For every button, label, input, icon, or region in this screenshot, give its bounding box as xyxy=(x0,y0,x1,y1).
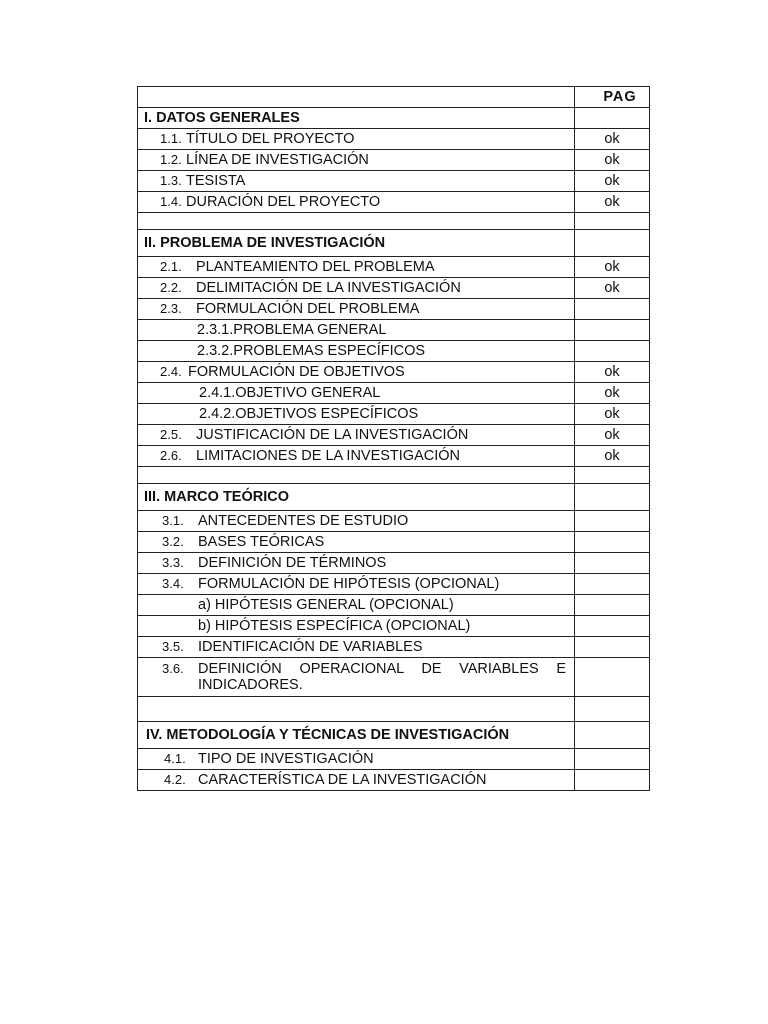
entry-text: DEFINICIÓN OPERACIONAL DE VARIABLES E xyxy=(198,661,566,677)
page-cell: ok xyxy=(575,150,650,171)
header-row xyxy=(138,87,650,108)
toc-entry xyxy=(138,192,575,213)
page-cell: ok xyxy=(575,446,650,467)
empty-cell xyxy=(138,467,575,484)
toc-row xyxy=(138,425,650,446)
toc-entry xyxy=(138,299,575,320)
toc-row xyxy=(138,658,650,697)
toc-entry xyxy=(138,320,575,341)
entry-text: 2.4.1.OBJETIVO GENERAL xyxy=(199,385,381,401)
entry-text: ANTECEDENTES DE ESTUDIO xyxy=(198,513,409,529)
page-cell xyxy=(575,484,650,511)
entry-text: FORMULACIÓN DEL PROBLEMA xyxy=(196,301,420,317)
header-empty-cell xyxy=(138,87,575,108)
entry-number: 1.3. xyxy=(160,173,182,188)
page-cell xyxy=(575,230,650,257)
page-cell: ok xyxy=(575,171,650,192)
entry-text: BASES TEÓRICAS xyxy=(198,534,325,550)
entry-number: 3.3. xyxy=(162,555,184,570)
page-cell: ok xyxy=(575,383,650,404)
page-cell xyxy=(575,511,650,532)
entry-text: LÍNEA DE INVESTIGACIÓN xyxy=(186,152,369,168)
toc-row xyxy=(138,446,650,467)
entry-text: LIMITACIONES DE LA INVESTIGACIÓN xyxy=(196,448,461,464)
toc-row xyxy=(138,749,650,770)
toc-entry xyxy=(138,532,575,553)
entry-number: 1.2. xyxy=(160,152,182,167)
page-cell: ok xyxy=(575,278,650,299)
entry-text: TESISTA xyxy=(186,173,246,189)
toc-entry xyxy=(138,749,575,770)
entry-text: JUSTIFICACIÓN DE LA INVESTIGACIÓN xyxy=(196,427,469,443)
toc-row xyxy=(138,362,650,383)
toc-row xyxy=(138,341,650,362)
toc-row xyxy=(138,257,650,278)
toc-entry xyxy=(138,616,575,637)
toc-entry xyxy=(138,278,575,299)
entry-text: PLANTEAMIENTO DEL PROBLEMA xyxy=(196,259,435,275)
entry-number: 2.2. xyxy=(160,280,182,295)
page-cell xyxy=(575,574,650,595)
entry-text: DURACIÓN DEL PROYECTO xyxy=(186,194,381,210)
spacer-row xyxy=(138,467,650,484)
spacer-row xyxy=(138,697,650,722)
entry-number: 4.1. xyxy=(164,751,186,766)
page-cell: ok xyxy=(575,404,650,425)
section-heading xyxy=(138,108,650,129)
page-cell xyxy=(575,532,650,553)
page-cell: ok xyxy=(575,192,650,213)
toc-entry xyxy=(138,150,575,171)
entry-text: 2.4.2.OBJETIVOS ESPECÍFICOS xyxy=(199,406,419,422)
toc-row xyxy=(138,770,650,791)
section-title: III. MARCO TEÓRICO xyxy=(138,484,575,511)
toc-entry xyxy=(138,637,575,658)
entry-number: 3.5. xyxy=(162,639,184,654)
entry-text: CARACTERÍSTICA DE LA INVESTIGACIÓN xyxy=(198,772,487,788)
toc-entry xyxy=(138,341,575,362)
toc-row xyxy=(138,637,650,658)
toc-entry xyxy=(138,446,575,467)
page-cell xyxy=(575,749,650,770)
empty-cell xyxy=(575,213,650,230)
pag-column-header: PAG xyxy=(575,87,650,108)
toc-entry xyxy=(138,171,575,192)
toc-row xyxy=(138,532,650,553)
page-cell xyxy=(575,722,650,749)
toc-row xyxy=(138,383,650,404)
toc-entry xyxy=(138,658,575,697)
entry-number: 2.3. xyxy=(160,301,182,316)
entry-number: 2.1. xyxy=(160,259,182,274)
entry-text: FORMULACIÓN DE HIPÓTESIS (OPCIONAL) xyxy=(198,576,500,592)
toc-row xyxy=(138,553,650,574)
page-cell xyxy=(575,658,650,697)
toc-entry xyxy=(138,425,575,446)
empty-cell xyxy=(575,467,650,484)
page-cell xyxy=(575,553,650,574)
entry-number: 1.4. xyxy=(160,194,182,209)
toc-entry xyxy=(138,595,575,616)
page-cell: ok xyxy=(575,362,650,383)
toc-row xyxy=(138,511,650,532)
section-title: II. PROBLEMA DE INVESTIGACIÓN xyxy=(138,230,575,257)
toc-entry xyxy=(138,770,575,791)
page-cell xyxy=(575,299,650,320)
entry-text: IDENTIFICACIÓN DE VARIABLES xyxy=(198,639,423,655)
entry-number: 3.2. xyxy=(162,534,184,549)
toc-row xyxy=(138,278,650,299)
toc-entry xyxy=(138,553,575,574)
entry-text: TIPO DE INVESTIGACIÓN xyxy=(198,751,374,767)
entry-text: b) HIPÓTESIS ESPECÍFICA (OPCIONAL) xyxy=(198,618,471,634)
entry-text: DELIMITACIÓN DE LA INVESTIGACIÓN xyxy=(196,280,461,296)
entry-text-continued: INDICADORES. xyxy=(198,677,303,693)
page-cell xyxy=(575,595,650,616)
section-title: IV. METODOLOGÍA Y TÉCNICAS DE INVESTIGACIÓN xyxy=(138,722,575,749)
toc-entry xyxy=(138,362,575,383)
entry-text: DEFINICIÓN DE TÉRMINOS xyxy=(198,555,387,571)
page-cell: ok xyxy=(575,425,650,446)
entry-text: TÍTULO DEL PROYECTO xyxy=(186,131,355,147)
entry-number: 3.4. xyxy=(162,576,184,591)
toc-entry xyxy=(138,511,575,532)
section-heading xyxy=(138,484,650,511)
toc-entry xyxy=(138,404,575,425)
spacer-row xyxy=(138,213,650,230)
page-cell xyxy=(575,108,650,129)
entry-number: 2.4. xyxy=(160,364,182,379)
section-heading xyxy=(138,722,650,749)
toc-entry xyxy=(138,383,575,404)
page-cell xyxy=(575,341,650,362)
entry-text: FORMULACIÓN DE OBJETIVOS xyxy=(188,364,405,380)
entry-number: 3.6. xyxy=(162,661,184,676)
entry-text: 2.3.2.PROBLEMAS ESPECÍFICOS xyxy=(197,343,426,359)
entry-number: 1.1. xyxy=(160,131,182,146)
empty-cell xyxy=(575,697,650,722)
toc-entry xyxy=(138,129,575,150)
page-cell xyxy=(575,616,650,637)
entry-number: 3.1. xyxy=(162,513,184,528)
toc-row xyxy=(138,299,650,320)
toc-row xyxy=(138,171,650,192)
toc-row xyxy=(138,404,650,425)
table-of-contents xyxy=(137,86,650,791)
entry-text: a) HIPÓTESIS GENERAL (OPCIONAL) xyxy=(198,597,454,613)
section-heading xyxy=(138,230,650,257)
section-title: I. DATOS GENERALES xyxy=(138,108,575,129)
entry-number: 2.5. xyxy=(160,427,182,442)
page-cell xyxy=(575,637,650,658)
toc-row xyxy=(138,320,650,341)
toc-row xyxy=(138,574,650,595)
page-cell xyxy=(575,320,650,341)
toc-row xyxy=(138,595,650,616)
toc-entry xyxy=(138,574,575,595)
toc-row xyxy=(138,192,650,213)
toc-row xyxy=(138,616,650,637)
empty-cell xyxy=(138,697,575,722)
toc-row xyxy=(138,129,650,150)
page-cell: ok xyxy=(575,257,650,278)
toc-entry xyxy=(138,257,575,278)
entry-number: 2.6. xyxy=(160,448,182,463)
toc-row xyxy=(138,150,650,171)
page-cell: ok xyxy=(575,129,650,150)
entry-text: 2.3.1.PROBLEMA GENERAL xyxy=(197,322,387,338)
page-cell xyxy=(575,770,650,791)
empty-cell xyxy=(138,213,575,230)
entry-number: 4.2. xyxy=(164,772,186,787)
